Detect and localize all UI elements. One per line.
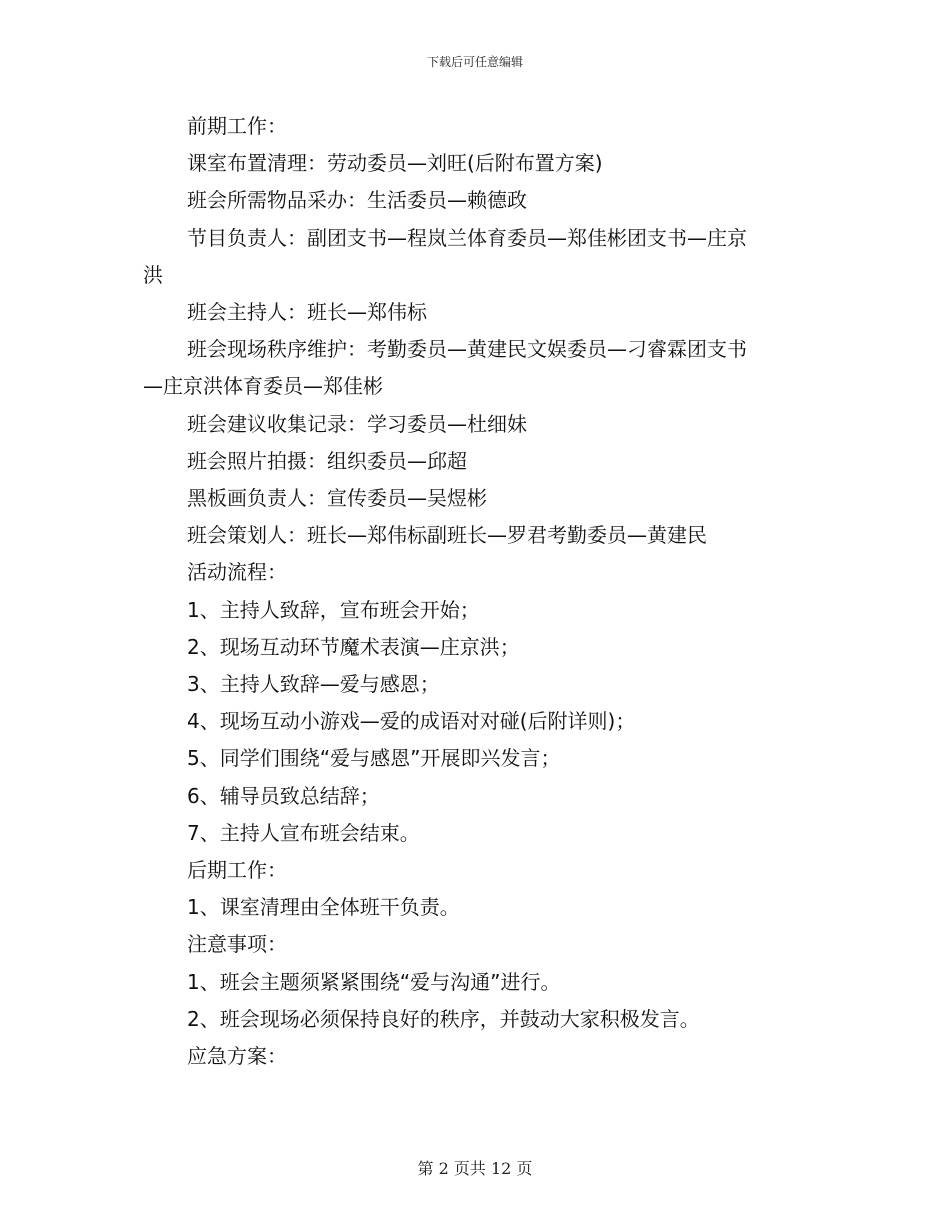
list-item: 1、主持人致辞，宣布班会开始； [187, 597, 480, 622]
text-line: 班会策划人：班长—郑伟标副班长—罗君考勤委员—黄建民 [187, 523, 707, 548]
list-item: 1、课室清理由全体班干负责。 [187, 895, 460, 920]
list-item: 2、现场互动环节魔术表演—庄京洪； [187, 634, 520, 659]
text-line: 班会现场秩序维护：考勤委员—黄建民文娱委员—刁睿霖团支书 [187, 337, 747, 362]
text-line: 班会照片拍摄：组织委员—邱超 [187, 448, 467, 473]
section-heading: 注意事项： [187, 932, 287, 957]
list-item: 4、现场互动小游戏—爱的成语对对碰(后附详则)； [187, 709, 636, 734]
section-heading: 后期工作： [187, 858, 287, 883]
text-line: 黑板画负责人：宣传委员—吴煜彬 [187, 486, 487, 511]
list-item: 5、同学们围绕“爱与感恩”开展即兴发言； [187, 746, 561, 771]
list-item: 7、主持人宣布班会结束。 [187, 820, 420, 845]
text-line: 洪 [143, 262, 163, 287]
page-footer: 第 2 页共 12 页 [417, 1159, 533, 1178]
section-heading: 活动流程： [187, 560, 287, 585]
text-line: 班会建议收集记录：学习委员—杜细妹 [187, 411, 527, 436]
text-line: 班会主持人：班长—郑伟标 [187, 300, 427, 325]
list-item: 2、班会现场必须保持良好的秩序，并鼓动大家积极发言。 [187, 1006, 700, 1031]
text-line: 前期工作： [187, 114, 287, 138]
list-item: 1、班会主题须紧紧围绕“爱与沟通”进行。 [187, 969, 561, 994]
text-line: 班会所需物品采办：生活委员—赖德政 [187, 188, 527, 213]
text-line: 课室布置清理：劳动委员—刘旺(后附布置方案) [187, 151, 603, 176]
list-item: 3、主持人致辞—爱与感恩； [187, 672, 440, 697]
text-line: 节目负责人：副团支书—程岚兰体育委员—郑佳彬团支书—庄京 [187, 225, 747, 250]
section-heading: 应急方案： [187, 1044, 287, 1069]
page-header: 下载后可任意编辑 [426, 55, 523, 69]
list-item: 6、辅导员致总结辞； [187, 783, 380, 808]
document-body [143, 108, 808, 1075]
text-line: —庄京洪体育委员—郑佳彬 [143, 374, 383, 399]
